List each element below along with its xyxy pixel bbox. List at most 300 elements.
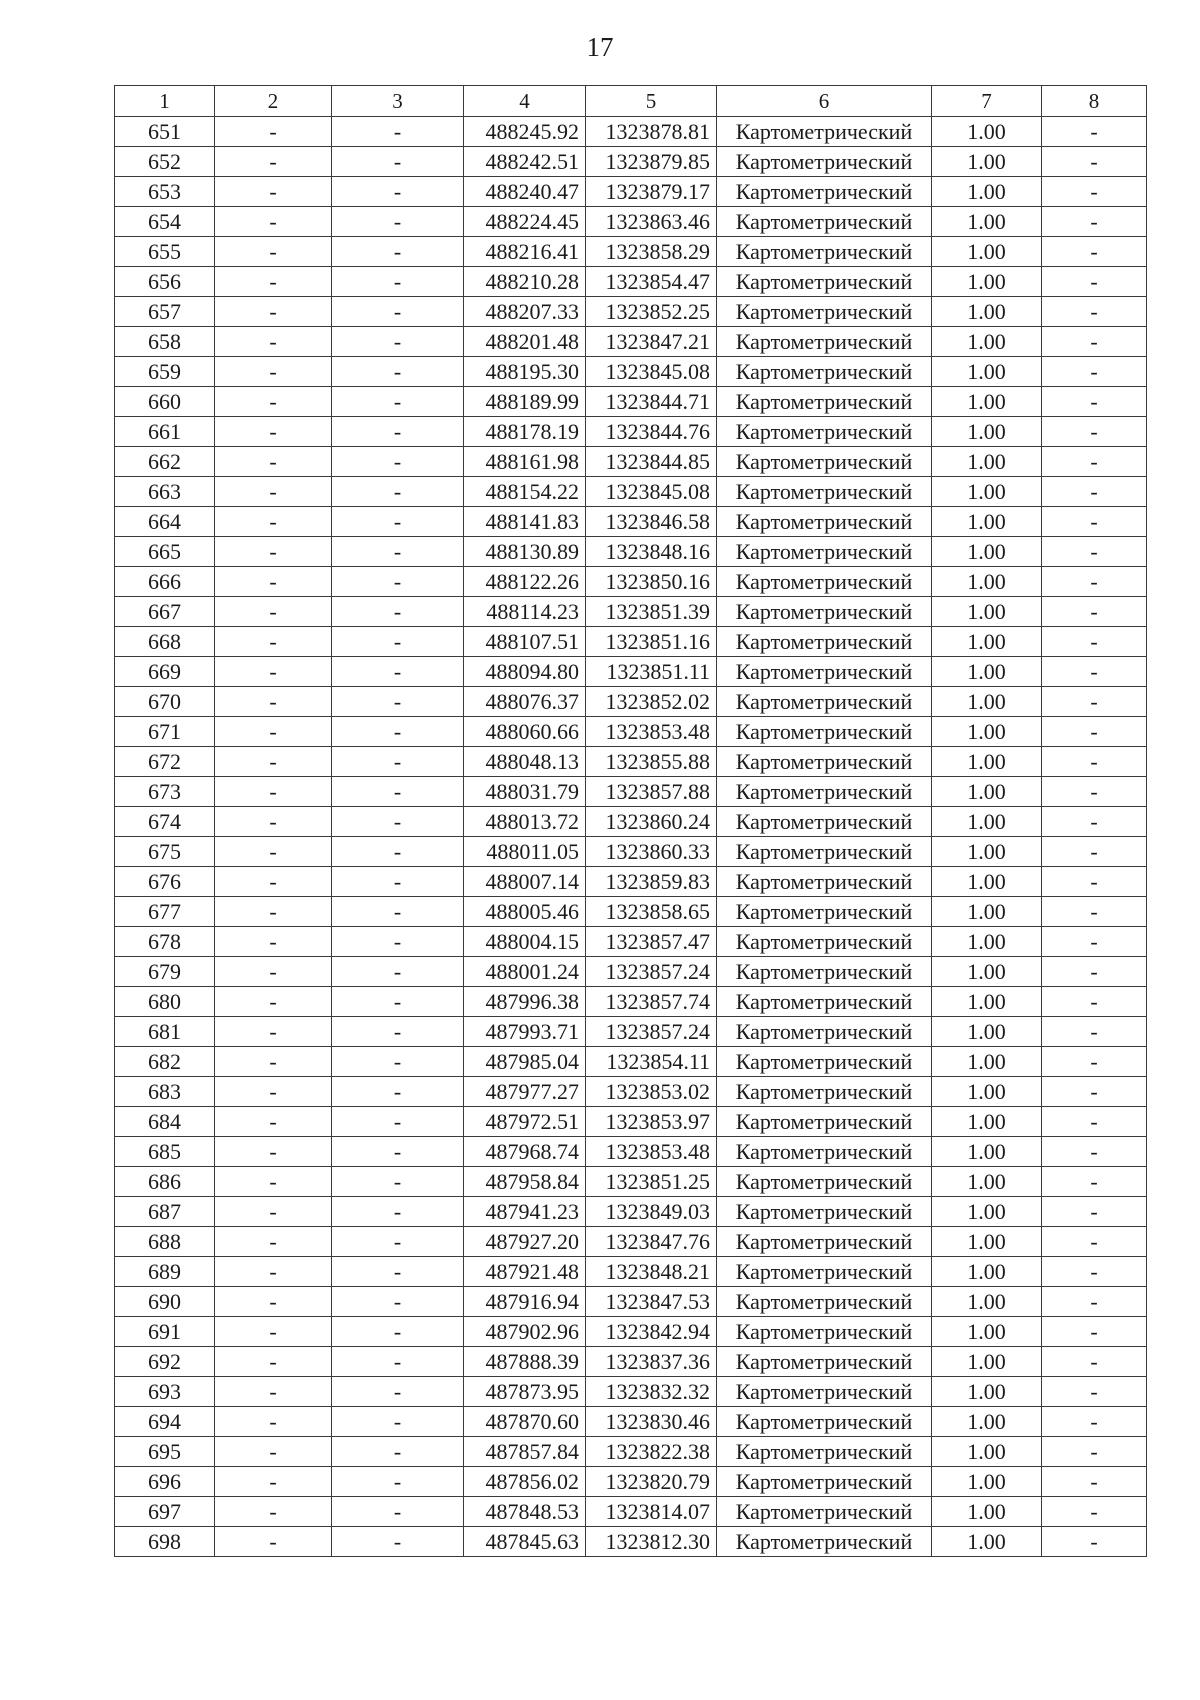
- cell-col-8: -: [1042, 897, 1147, 927]
- y-coordinate-cell: 1323854.11: [586, 1047, 717, 1077]
- table-row: [115, 957, 1147, 987]
- x-coordinate-cell: 488141.83: [464, 507, 586, 537]
- x-coordinate-cell: 488216.41: [464, 237, 586, 267]
- accuracy-cell: 1.00: [932, 237, 1042, 267]
- table-row: [115, 327, 1147, 357]
- method-cell: Картометрический: [717, 807, 932, 837]
- point-number-cell: 675: [115, 837, 215, 867]
- cell-col-2: -: [215, 687, 332, 717]
- accuracy-cell: 1.00: [932, 537, 1042, 567]
- y-coordinate-cell: 1323849.03: [586, 1197, 717, 1227]
- method-cell: Картометрический: [717, 1287, 932, 1317]
- accuracy-cell: 1.00: [932, 567, 1042, 597]
- cell-col-3: -: [332, 1317, 464, 1347]
- table-row: [115, 147, 1147, 177]
- method-cell: Картометрический: [717, 1467, 932, 1497]
- point-number-cell: 666: [115, 567, 215, 597]
- point-number-cell: 681: [115, 1017, 215, 1047]
- method-cell: Картометрический: [717, 777, 932, 807]
- cell-col-3: -: [332, 837, 464, 867]
- cell-col-3: -: [332, 1287, 464, 1317]
- x-coordinate-cell: 487902.96: [464, 1317, 586, 1347]
- accuracy-cell: 1.00: [932, 837, 1042, 867]
- cell-col-8: -: [1042, 1407, 1147, 1437]
- cell-col-3: -: [332, 657, 464, 687]
- y-coordinate-cell: 1323857.24: [586, 1017, 717, 1047]
- point-number-cell: 671: [115, 717, 215, 747]
- table-body: [115, 86, 1147, 1557]
- page-number: 17: [586, 32, 614, 62]
- method-cell: Картометрический: [717, 837, 932, 867]
- accuracy-cell: 1.00: [932, 1527, 1042, 1557]
- point-number-cell: 669: [115, 657, 215, 687]
- table-row: [115, 1257, 1147, 1287]
- cell-col-2: -: [215, 1497, 332, 1527]
- cell-col-3: -: [332, 687, 464, 717]
- table-row: [115, 987, 1147, 1017]
- x-coordinate-cell: 488114.23: [464, 597, 586, 627]
- table-row: [115, 1047, 1147, 1077]
- table-row: [115, 357, 1147, 387]
- y-coordinate-cell: 1323832.32: [586, 1377, 717, 1407]
- accuracy-cell: 1.00: [932, 267, 1042, 297]
- cell-col-3: -: [332, 477, 464, 507]
- cell-col-3: -: [332, 597, 464, 627]
- cell-col-8: -: [1042, 507, 1147, 537]
- method-cell: Картометрический: [717, 867, 932, 897]
- cell-col-3: -: [332, 297, 464, 327]
- point-number-cell: 665: [115, 537, 215, 567]
- x-coordinate-cell: 487845.63: [464, 1527, 586, 1557]
- table-row: [115, 507, 1147, 537]
- cell-col-2: -: [215, 1317, 332, 1347]
- y-coordinate-cell: 1323859.83: [586, 867, 717, 897]
- x-coordinate-cell: 488094.80: [464, 657, 586, 687]
- cell-col-2: -: [215, 357, 332, 387]
- point-number-cell: 691: [115, 1317, 215, 1347]
- point-number-cell: 690: [115, 1287, 215, 1317]
- method-cell: Картометрический: [717, 147, 932, 177]
- x-coordinate-cell: 487916.94: [464, 1287, 586, 1317]
- table-row: [115, 897, 1147, 927]
- accuracy-cell: 1.00: [932, 777, 1042, 807]
- cell-col-8: -: [1042, 1047, 1147, 1077]
- cell-col-2: -: [215, 117, 332, 147]
- accuracy-cell: 1.00: [932, 357, 1042, 387]
- method-cell: Картометрический: [717, 687, 932, 717]
- x-coordinate-cell: 488242.51: [464, 147, 586, 177]
- x-coordinate-cell: 488004.15: [464, 927, 586, 957]
- method-cell: Картометрический: [717, 1347, 932, 1377]
- x-coordinate-cell: 488007.14: [464, 867, 586, 897]
- y-coordinate-cell: 1323860.24: [586, 807, 717, 837]
- accuracy-cell: 1.00: [932, 957, 1042, 987]
- cell-col-2: -: [215, 747, 332, 777]
- column-header: 1: [115, 86, 215, 117]
- x-coordinate-cell: 487968.74: [464, 1137, 586, 1167]
- table-row: [115, 1377, 1147, 1407]
- method-cell: Картометрический: [717, 1137, 932, 1167]
- point-number-cell: 672: [115, 747, 215, 777]
- cell-col-2: -: [215, 777, 332, 807]
- point-number-cell: 659: [115, 357, 215, 387]
- cell-col-2: -: [215, 447, 332, 477]
- cell-col-2: -: [215, 1257, 332, 1287]
- cell-col-2: -: [215, 477, 332, 507]
- accuracy-cell: 1.00: [932, 417, 1042, 447]
- cell-col-8: -: [1042, 1497, 1147, 1527]
- method-cell: Картометрический: [717, 597, 932, 627]
- accuracy-cell: 1.00: [932, 1377, 1042, 1407]
- method-cell: Картометрический: [717, 207, 932, 237]
- table-row: [115, 567, 1147, 597]
- point-number-cell: 677: [115, 897, 215, 927]
- accuracy-cell: 1.00: [932, 1077, 1042, 1107]
- cell-col-2: -: [215, 807, 332, 837]
- cell-col-3: -: [332, 567, 464, 597]
- cell-col-2: -: [215, 237, 332, 267]
- x-coordinate-cell: 487993.71: [464, 1017, 586, 1047]
- point-number-cell: 689: [115, 1257, 215, 1287]
- cell-col-8: -: [1042, 1347, 1147, 1377]
- cell-col-8: -: [1042, 687, 1147, 717]
- cell-col-2: -: [215, 297, 332, 327]
- point-number-cell: 678: [115, 927, 215, 957]
- cell-col-3: -: [332, 1527, 464, 1557]
- cell-col-3: -: [332, 1137, 464, 1167]
- point-number-cell: 651: [115, 117, 215, 147]
- cell-col-8: -: [1042, 1077, 1147, 1107]
- cell-col-3: -: [332, 1347, 464, 1377]
- point-number-cell: 696: [115, 1467, 215, 1497]
- point-number-cell: 679: [115, 957, 215, 987]
- point-number-cell: 667: [115, 597, 215, 627]
- table-row: [115, 207, 1147, 237]
- y-coordinate-cell: 1323852.02: [586, 687, 717, 717]
- y-coordinate-cell: 1323878.81: [586, 117, 717, 147]
- y-coordinate-cell: 1323858.29: [586, 237, 717, 267]
- cell-col-2: -: [215, 1287, 332, 1317]
- cell-col-2: -: [215, 627, 332, 657]
- method-cell: Картометрический: [717, 117, 932, 147]
- method-cell: Картометрический: [717, 1527, 932, 1557]
- cell-col-2: -: [215, 1527, 332, 1557]
- point-number-cell: 685: [115, 1137, 215, 1167]
- x-coordinate-cell: 488122.26: [464, 567, 586, 597]
- cell-col-8: -: [1042, 1287, 1147, 1317]
- table-row: [115, 687, 1147, 717]
- method-cell: Картометрический: [717, 267, 932, 297]
- method-cell: Картометрический: [717, 357, 932, 387]
- table-row: [115, 1317, 1147, 1347]
- y-coordinate-cell: 1323814.07: [586, 1497, 717, 1527]
- accuracy-cell: 1.00: [932, 1167, 1042, 1197]
- method-cell: Картометрический: [717, 627, 932, 657]
- accuracy-cell: 1.00: [932, 387, 1042, 417]
- y-coordinate-cell: 1323822.38: [586, 1437, 717, 1467]
- point-number-cell: 653: [115, 177, 215, 207]
- cell-col-3: -: [332, 747, 464, 777]
- point-number-cell: 694: [115, 1407, 215, 1437]
- cell-col-2: -: [215, 147, 332, 177]
- table-header-row: [115, 86, 1147, 117]
- cell-col-8: -: [1042, 567, 1147, 597]
- cell-col-8: -: [1042, 447, 1147, 477]
- column-header: 4: [464, 86, 586, 117]
- point-number-cell: 680: [115, 987, 215, 1017]
- cell-col-2: -: [215, 1017, 332, 1047]
- point-number-cell: 662: [115, 447, 215, 477]
- table-row: [115, 1227, 1147, 1257]
- cell-col-8: -: [1042, 837, 1147, 867]
- cell-col-2: -: [215, 837, 332, 867]
- y-coordinate-cell: 1323853.48: [586, 717, 717, 747]
- y-coordinate-cell: 1323845.08: [586, 477, 717, 507]
- accuracy-cell: 1.00: [932, 117, 1042, 147]
- cell-col-8: -: [1042, 267, 1147, 297]
- cell-col-3: -: [332, 627, 464, 657]
- method-cell: Картометрический: [717, 1227, 932, 1257]
- y-coordinate-cell: 1323863.46: [586, 207, 717, 237]
- accuracy-cell: 1.00: [932, 897, 1042, 927]
- table-row: [115, 1467, 1147, 1497]
- accuracy-cell: 1.00: [932, 1197, 1042, 1227]
- y-coordinate-cell: 1323844.85: [586, 447, 717, 477]
- cell-col-2: -: [215, 1077, 332, 1107]
- cell-col-8: -: [1042, 1437, 1147, 1467]
- method-cell: Картометрический: [717, 927, 932, 957]
- y-coordinate-cell: 1323850.16: [586, 567, 717, 597]
- y-coordinate-cell: 1323845.08: [586, 357, 717, 387]
- y-coordinate-cell: 1323858.65: [586, 897, 717, 927]
- table-row: [115, 177, 1147, 207]
- cell-col-8: -: [1042, 177, 1147, 207]
- cell-col-2: -: [215, 1407, 332, 1437]
- method-cell: Картометрический: [717, 537, 932, 567]
- y-coordinate-cell: 1323830.46: [586, 1407, 717, 1437]
- x-coordinate-cell: 488178.19: [464, 417, 586, 447]
- accuracy-cell: 1.00: [932, 507, 1042, 537]
- y-coordinate-cell: 1323851.11: [586, 657, 717, 687]
- table-row: [115, 777, 1147, 807]
- point-number-cell: 658: [115, 327, 215, 357]
- cell-col-8: -: [1042, 1527, 1147, 1557]
- cell-col-3: -: [332, 777, 464, 807]
- cell-col-2: -: [215, 1137, 332, 1167]
- x-coordinate-cell: 488189.99: [464, 387, 586, 417]
- accuracy-cell: 1.00: [932, 747, 1042, 777]
- accuracy-cell: 1.00: [932, 717, 1042, 747]
- cell-col-3: -: [332, 897, 464, 927]
- accuracy-cell: 1.00: [932, 1017, 1042, 1047]
- x-coordinate-cell: 488048.13: [464, 747, 586, 777]
- y-coordinate-cell: 1323851.16: [586, 627, 717, 657]
- cell-col-3: -: [332, 867, 464, 897]
- table-row: [115, 627, 1147, 657]
- point-number-cell: 693: [115, 1377, 215, 1407]
- table-row: [115, 267, 1147, 297]
- method-cell: Картометрический: [717, 507, 932, 537]
- cell-col-2: -: [215, 927, 332, 957]
- table-row: [115, 417, 1147, 447]
- method-cell: Картометрический: [717, 717, 932, 747]
- point-number-cell: 652: [115, 147, 215, 177]
- accuracy-cell: 1.00: [932, 1497, 1042, 1527]
- cell-col-8: -: [1042, 1467, 1147, 1497]
- table-row: [115, 717, 1147, 747]
- cell-col-8: -: [1042, 657, 1147, 687]
- column-header: 3: [332, 86, 464, 117]
- cell-col-8: -: [1042, 237, 1147, 267]
- cell-col-8: -: [1042, 867, 1147, 897]
- accuracy-cell: 1.00: [932, 1407, 1042, 1437]
- method-cell: Картометрический: [717, 1497, 932, 1527]
- cell-col-8: -: [1042, 1257, 1147, 1287]
- cell-col-8: -: [1042, 1137, 1147, 1167]
- table-row: [115, 597, 1147, 627]
- y-coordinate-cell: 1323847.21: [586, 327, 717, 357]
- column-header: 8: [1042, 86, 1147, 117]
- point-number-cell: 686: [115, 1167, 215, 1197]
- method-cell: Картометрический: [717, 297, 932, 327]
- cell-col-3: -: [332, 237, 464, 267]
- cell-col-3: -: [332, 207, 464, 237]
- x-coordinate-cell: 487977.27: [464, 1077, 586, 1107]
- table-row: [115, 1137, 1147, 1167]
- x-coordinate-cell: 488154.22: [464, 477, 586, 507]
- cell-col-8: -: [1042, 957, 1147, 987]
- method-cell: Картометрический: [717, 1377, 932, 1407]
- accuracy-cell: 1.00: [932, 1047, 1042, 1077]
- table-row: [115, 1077, 1147, 1107]
- point-number-cell: 698: [115, 1527, 215, 1557]
- accuracy-cell: 1.00: [932, 987, 1042, 1017]
- method-cell: Картометрический: [717, 747, 932, 777]
- y-coordinate-cell: 1323812.30: [586, 1527, 717, 1557]
- cell-col-2: -: [215, 657, 332, 687]
- y-coordinate-cell: 1323847.53: [586, 1287, 717, 1317]
- table-row: [115, 807, 1147, 837]
- method-cell: Картометрический: [717, 1017, 932, 1047]
- cell-col-3: -: [332, 327, 464, 357]
- cell-col-8: -: [1042, 627, 1147, 657]
- y-coordinate-cell: 1323853.02: [586, 1077, 717, 1107]
- x-coordinate-cell: 488011.05: [464, 837, 586, 867]
- cell-col-2: -: [215, 1347, 332, 1377]
- table-row: [115, 657, 1147, 687]
- method-cell: Картометрический: [717, 1197, 932, 1227]
- table-row: [115, 1347, 1147, 1377]
- cell-col-2: -: [215, 417, 332, 447]
- cell-col-8: -: [1042, 747, 1147, 777]
- cell-col-3: -: [332, 267, 464, 297]
- method-cell: Картометрический: [717, 1077, 932, 1107]
- method-cell: Картометрический: [717, 1437, 932, 1467]
- cell-col-8: -: [1042, 777, 1147, 807]
- x-coordinate-cell: 488210.28: [464, 267, 586, 297]
- point-number-cell: 663: [115, 477, 215, 507]
- cell-col-8: -: [1042, 477, 1147, 507]
- cell-col-3: -: [332, 417, 464, 447]
- point-number-cell: 683: [115, 1077, 215, 1107]
- point-number-cell: 697: [115, 1497, 215, 1527]
- cell-col-2: -: [215, 177, 332, 207]
- method-cell: Картометрический: [717, 1047, 932, 1077]
- x-coordinate-cell: 488060.66: [464, 717, 586, 747]
- cell-col-2: -: [215, 1227, 332, 1257]
- cell-col-3: -: [332, 1227, 464, 1257]
- cell-col-2: -: [215, 537, 332, 567]
- y-coordinate-cell: 1323854.47: [586, 267, 717, 297]
- accuracy-cell: 1.00: [932, 867, 1042, 897]
- table-row: [115, 1017, 1147, 1047]
- x-coordinate-cell: 487941.23: [464, 1197, 586, 1227]
- accuracy-cell: 1.00: [932, 447, 1042, 477]
- table-row: [115, 237, 1147, 267]
- cell-col-3: -: [332, 1017, 464, 1047]
- cell-col-3: -: [332, 1197, 464, 1227]
- x-coordinate-cell: 488107.51: [464, 627, 586, 657]
- column-header: 2: [215, 86, 332, 117]
- accuracy-cell: 1.00: [932, 297, 1042, 327]
- coordinates-table: [114, 85, 1147, 1557]
- y-coordinate-cell: 1323844.71: [586, 387, 717, 417]
- y-coordinate-cell: 1323851.39: [586, 597, 717, 627]
- cell-col-3: -: [332, 537, 464, 567]
- table-row: [115, 297, 1147, 327]
- y-coordinate-cell: 1323851.25: [586, 1167, 717, 1197]
- y-coordinate-cell: 1323846.58: [586, 507, 717, 537]
- cell-col-8: -: [1042, 1107, 1147, 1137]
- accuracy-cell: 1.00: [932, 597, 1042, 627]
- x-coordinate-cell: 487857.84: [464, 1437, 586, 1467]
- accuracy-cell: 1.00: [932, 1107, 1042, 1137]
- accuracy-cell: 1.00: [932, 1287, 1042, 1317]
- y-coordinate-cell: 1323855.88: [586, 747, 717, 777]
- point-number-cell: 687: [115, 1197, 215, 1227]
- cell-col-8: -: [1042, 1167, 1147, 1197]
- cell-col-8: -: [1042, 1017, 1147, 1047]
- table-row: [115, 747, 1147, 777]
- x-coordinate-cell: 487958.84: [464, 1167, 586, 1197]
- cell-col-2: -: [215, 1197, 332, 1227]
- accuracy-cell: 1.00: [932, 327, 1042, 357]
- y-coordinate-cell: 1323842.94: [586, 1317, 717, 1347]
- cell-col-8: -: [1042, 717, 1147, 747]
- method-cell: Картометрический: [717, 1167, 932, 1197]
- cell-col-2: -: [215, 1167, 332, 1197]
- cell-col-2: -: [215, 717, 332, 747]
- y-coordinate-cell: 1323848.21: [586, 1257, 717, 1287]
- cell-col-2: -: [215, 867, 332, 897]
- accuracy-cell: 1.00: [932, 627, 1042, 657]
- accuracy-cell: 1.00: [932, 1227, 1042, 1257]
- y-coordinate-cell: 1323857.47: [586, 927, 717, 957]
- accuracy-cell: 1.00: [932, 657, 1042, 687]
- y-coordinate-cell: 1323844.76: [586, 417, 717, 447]
- cell-col-2: -: [215, 1377, 332, 1407]
- x-coordinate-cell: 488240.47: [464, 177, 586, 207]
- cell-col-8: -: [1042, 987, 1147, 1017]
- method-cell: Картометрический: [717, 897, 932, 927]
- method-cell: Картометрический: [717, 987, 932, 1017]
- table-row: [115, 1497, 1147, 1527]
- cell-col-8: -: [1042, 597, 1147, 627]
- point-number-cell: 684: [115, 1107, 215, 1137]
- cell-col-8: -: [1042, 387, 1147, 417]
- cell-col-8: -: [1042, 417, 1147, 447]
- y-coordinate-cell: 1323853.97: [586, 1107, 717, 1137]
